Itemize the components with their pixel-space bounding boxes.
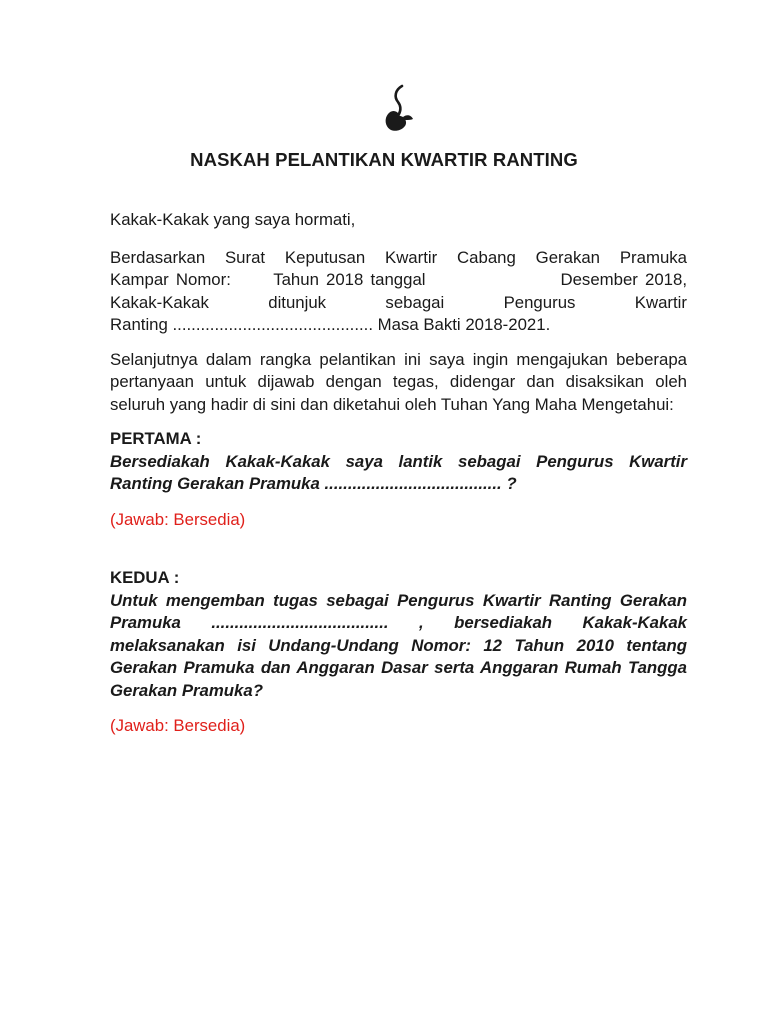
question-2-heading: KEDUA : [110, 568, 180, 587]
paragraph-decree [110, 247, 687, 337]
tunas-kelapa-icon [381, 84, 415, 134]
paragraph-decree-line: Berdasarkan Surat Keputusan Kwartir Cabang Gerakan Pramuka [110, 247, 687, 267]
paragraph-introduction: Selanjutnya dalam rangka pelantikan ini saya ingin mengajukan beberapa pertanyaan untuk dijawab dengan tegas, didengar dan disaksikan oleh seluruh yang hadir di sini dan diketahui oleh Tuhan Yang Maha Mengetahui: [110, 349, 687, 414]
paragraph-decree-line: Kampar Nomor: Tahun 2018 tanggal Desember 2018, [110, 270, 687, 289]
paragraph-decree-line: Kakak-Kakak ditunjuk sebagai Pengurus Kwartir [110, 292, 687, 312]
question-2-answer: (Jawab: Bersedia) [110, 716, 246, 735]
question-1-answer: (Jawab: Bersedia) [110, 509, 246, 529]
paragraph-decree-line: Ranting ........................................... Masa Bakti 2018-2021. [110, 315, 551, 334]
greeting: Kakak-Kakak yang saya hormati, [110, 210, 356, 229]
question-1-text: Bersediakah Kakak-Kakak saya lantik sebagai Pengurus Kwartir Ranting Gerakan Pramuka ...................................... ? [110, 451, 687, 493]
document-title: NASKAH PELANTIKAN KWARTIR RANTING [190, 149, 578, 170]
document-body [110, 209, 687, 738]
question-2-text: Untuk mengemban tugas sebagai Pengurus Kwartir Ranting Gerakan Pramuka ...................................... , bersediakah Kakak-Kakak melaksanakan isi Undang-Undang Nomor: 12 Tahun 2010 tentang Gerakan Pramuka dan Anggaran Dasar serta Anggaran Rumah Tangga Gerakan Pramuka? [110, 590, 687, 700]
question-1-heading: PERTAMA : [110, 429, 202, 448]
